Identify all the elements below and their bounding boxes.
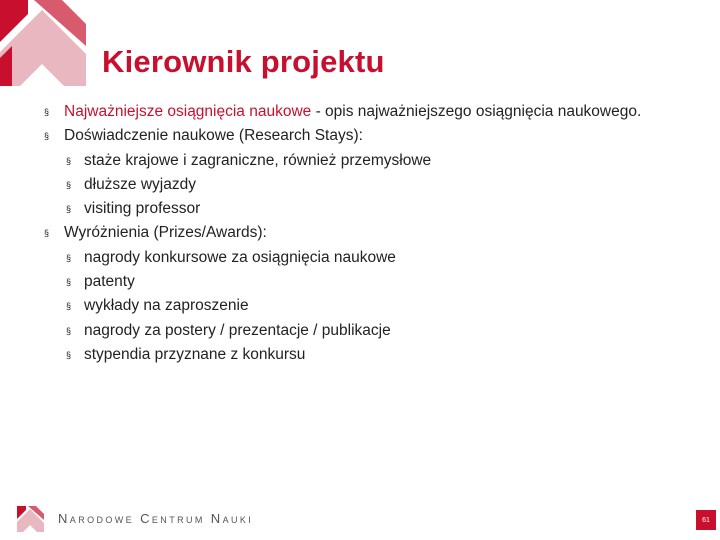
bullet-icon: § <box>44 228 50 239</box>
list-item <box>44 221 674 245</box>
sub-list-item <box>44 149 674 173</box>
bullet-icon: § <box>44 131 50 142</box>
slide-content <box>44 100 674 367</box>
bullet-icon: § <box>66 155 72 166</box>
sub-list-item <box>44 319 674 343</box>
item-text: Doświadczenie naukowe (Research Stays): <box>64 127 363 145</box>
sub-list-item <box>44 270 674 294</box>
page-number: 61 <box>696 510 716 530</box>
list-item <box>44 124 674 148</box>
bullet-icon: § <box>44 107 50 117</box>
bullet-icon: § <box>66 252 72 263</box>
highlight-text: Najważniejsze osiągnięcia naukowe <box>64 103 312 120</box>
bullet-icon: § <box>66 179 72 190</box>
sub-item-text: visiting professor <box>84 200 201 218</box>
ncn-logo-icon <box>0 0 90 86</box>
sub-item-text: stypendia przyznane z konkursu <box>84 345 306 363</box>
sub-item-text: nagrody konkursowe za osiągnięcia naukowe <box>84 248 396 266</box>
item-text: Wyróżnienia (Prizes/Awards): <box>64 224 267 242</box>
sub-item-text: dłuższe wyjazdy <box>84 175 196 193</box>
sub-list-item <box>44 173 674 197</box>
item-text: - opis najważniejszego osiągnięcia naukowego. <box>311 103 642 120</box>
sub-item-text: patenty <box>84 273 135 291</box>
sub-item-text: nagrody za postery / prezentacje / publikacje <box>84 321 391 339</box>
bullet-icon: § <box>66 277 72 288</box>
bullet-icon: § <box>66 204 72 215</box>
bullet-icon: § <box>66 301 72 312</box>
slide-title: Kierownik projektu <box>102 44 385 79</box>
sub-list-item <box>44 197 674 221</box>
sub-list-item <box>44 246 674 270</box>
sub-item-text: wykłady na zaproszenie <box>84 297 249 315</box>
ncn-logo-small-icon <box>17 506 45 532</box>
bullet-icon: § <box>66 325 72 336</box>
sub-item-text: staże krajowe i zagraniczne, również przemysłowe <box>84 151 432 169</box>
footer-org-name: Narodowe Centrum Nauki <box>58 511 254 526</box>
bullet-icon: § <box>66 349 72 360</box>
sub-list-item <box>44 343 674 367</box>
list-item <box>44 100 674 124</box>
sub-list-item <box>44 294 674 318</box>
